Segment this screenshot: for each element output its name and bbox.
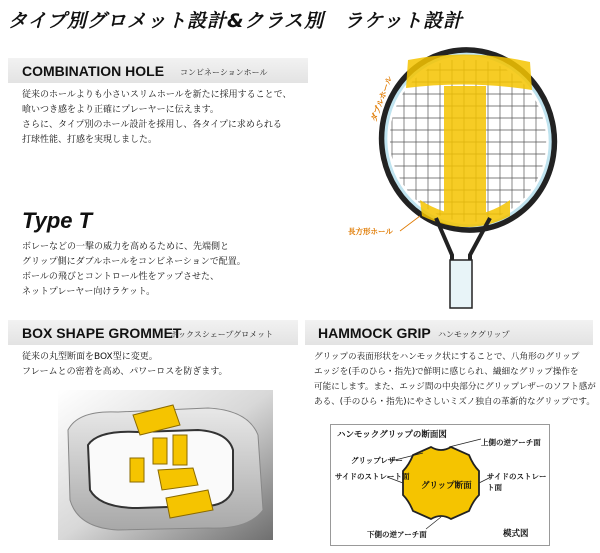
grommet-illustration: [58, 390, 273, 540]
hammock-heading: HAMMOCK GRIP: [318, 325, 431, 341]
label-side-straight-right: サイドのストレート面: [487, 472, 547, 492]
double-hole-highlight: [406, 54, 532, 227]
combination-description: [22, 88, 312, 148]
hammock-diagram-title: ハンモックグリップの断面図: [337, 430, 447, 440]
hammock-line-1: グリップの表面形状をハンモック状にすることで、八角形のグリップ: [314, 352, 580, 362]
hammock-line-4: ある、(手のひら・指先)にやさしいミズノ独自の革新的なグリップです。: [314, 397, 595, 407]
hammock-description: [314, 350, 598, 410]
hammock-line-2: エッジを(手のひら・指先)で鮮明に感じられ、繊細なグリップ操作を: [314, 367, 579, 377]
type-t-description: [22, 240, 282, 300]
page-title: タイプ別グロメット設計&クラス別 ラケット設計: [8, 10, 464, 32]
type-t-heading: Type T: [22, 208, 93, 233]
hammock-subheading: ハンモックグリップ: [438, 330, 510, 339]
combination-line-3: さらに、タイプ別のホール設計を採用し、各タイプに求められる: [22, 120, 282, 130]
box-subheading: ボックスシェープグロメット: [170, 330, 274, 339]
type-t-line-4: ネットプレーヤー向けラケット。: [22, 287, 156, 297]
label-grip-leather: グリップレザー: [351, 456, 403, 465]
box-heading: BOX SHAPE GROMMET: [22, 325, 182, 341]
combination-line-1: 従来のホールよりも小さいスリムホールを新たに採用することで、: [22, 90, 292, 100]
label-rect-hole: 長方形ホール: [348, 227, 393, 236]
racket-handle: [450, 260, 472, 308]
type-t-line-3: ボールの飛びとコントロール性をアップさせた、: [22, 272, 220, 282]
type-t-line-2: グリップ側にダブルホールをコンビネーションで配置。: [22, 257, 246, 267]
box-description: [22, 350, 292, 380]
box-line-2: フレームとの密着を高め、パワーロスを防ぎます。: [22, 367, 228, 377]
label-side-straight-left: サイドのストレート面: [335, 472, 410, 481]
label-top-arch: 上側の逆アーチ面: [481, 438, 541, 447]
combination-line-4: 打球性能、打感を実現しました。: [22, 135, 158, 145]
label-bottom-arch: 下側の逆アーチ面: [367, 530, 427, 539]
combination-subheading: コンビネーションホール: [180, 68, 268, 77]
hammock-diagram-box: [330, 424, 550, 546]
label-grip-section: グリップ断面: [421, 481, 472, 491]
type-t-line-1: ボレーなどの一撃の威力を高めるために、先端側と: [22, 242, 230, 252]
racket-illustration: [340, 40, 600, 315]
hammock-line-3: 可能にします。また、エッジ間の中央部分にグリップレザーのソフト感が: [314, 382, 596, 392]
box-line-1: 従来の丸型断面をBOX型に変更。: [22, 352, 158, 362]
combination-heading: COMBINATION HOLE: [22, 63, 165, 79]
label-double-hole: ダブルホール: [369, 74, 395, 123]
combination-line-2: 喰いつき感をより正確にプレーヤーに伝えます。: [22, 105, 219, 115]
label-model-diagram: 模式図: [503, 529, 529, 539]
